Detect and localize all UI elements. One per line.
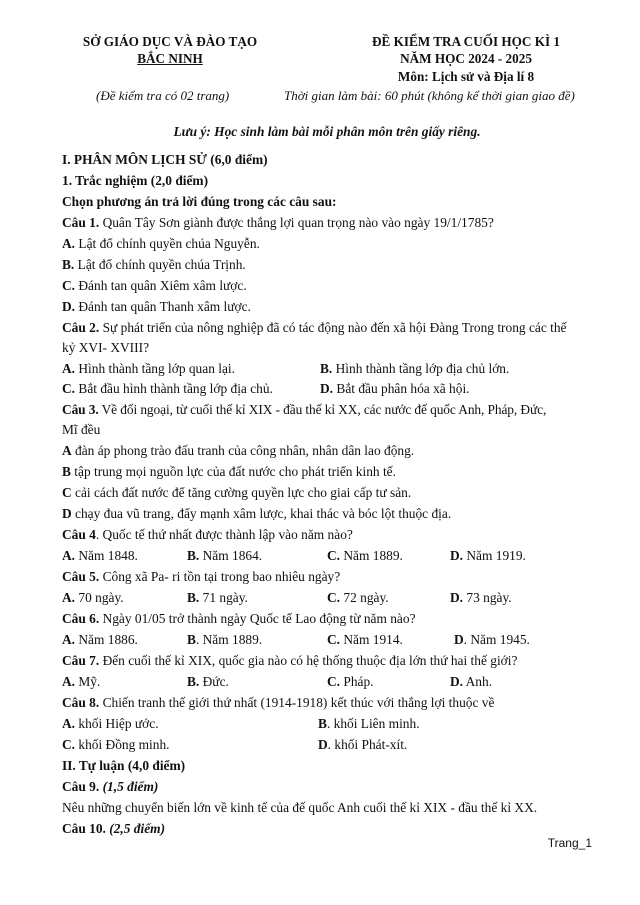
time-note: Thời gian làm bài: 60 phút (không kể thời gian giao đề): [284, 88, 575, 103]
question-7: Câu 7. Đến cuối thế kỉ XIX, quốc gia nào có hệ thống thuộc địa lớn thứ hai thế giới?: [62, 653, 518, 668]
question-10: Câu 10. (2,5 điểm): [62, 821, 166, 836]
q7-option-a: A. Mỹ.: [62, 674, 101, 689]
q2-option-c: C. Bắt đầu hình thành tầng lớp địa chủ.: [62, 381, 273, 396]
q2-option-d: D. Bắt đầu phân hóa xã hội.: [320, 381, 470, 396]
school-year: NĂM HỌC 2024 - 2025: [400, 51, 532, 66]
instruction: Chọn phương án trả lời đúng trong các câu sau:: [62, 194, 337, 209]
question-9: Câu 9. (1,5 điểm): [62, 779, 159, 794]
question-8: Câu 8. Chiến tranh thế giới thứ nhất (1914-1918) kết thúc với thắng lợi thuộc về: [62, 695, 495, 710]
subject: Môn: Lịch sử và Địa lí 8: [397, 69, 535, 84]
q5-option-b: B. 71 ngày.: [187, 590, 248, 605]
question-5: Câu 5. Công xã Pa- ri tồn tại trong bao nhiêu ngày?: [62, 569, 341, 584]
q7-option-c: C. Pháp.: [327, 674, 374, 689]
q8-option-a: A. khối Hiệp ước.: [62, 716, 159, 731]
q4-option-d: D. Năm 1919.: [450, 548, 526, 563]
part2-title: II. Tự luận (4,0 điểm): [62, 758, 186, 773]
q3-option-b: B tập trung mọi nguồn lực của đất nước cho phát triển kinh tế.: [62, 464, 396, 479]
exam-title: ĐỀ KIỂM TRA CUỐI HỌC KÌ 1: [371, 34, 561, 49]
question-2-cont: kỷ XVI- XVIII?: [62, 340, 150, 355]
q7-option-b: B. Đức.: [187, 674, 229, 689]
q5-option-c: C. 72 ngày.: [327, 590, 389, 605]
page-count-note: (Đề kiểm tra có 02 trang): [96, 88, 230, 103]
q6-option-c: C. Năm 1914.: [327, 632, 403, 647]
q7-option-d: D. Anh.: [450, 674, 493, 689]
part1-subtitle: 1. Trắc nghiệm (2,0 điểm): [62, 173, 209, 188]
q4-option-c: C. Năm 1889.: [327, 548, 403, 563]
page-number: Trang_1: [547, 836, 592, 850]
school-province: BẮC NINH: [137, 51, 203, 66]
question-6: Câu 6. Ngày 01/05 trở thành ngày Quốc tế Lao động từ năm nào?: [62, 611, 416, 626]
part1-title: I. PHÂN MÔN LỊCH SỬ (6,0 điểm): [62, 152, 268, 167]
q6-option-d: D. Năm 1945.: [454, 632, 530, 647]
q2-option-a: A. Hình thành tầng lớp quan lại.: [62, 361, 235, 376]
q1-option-d: D. Đánh tan quân Thanh xâm lược.: [62, 299, 251, 314]
school-department: SỞ GIÁO DỤC VÀ ĐÀO TẠO: [82, 34, 258, 49]
q8-option-d: D. khối Phát-xít.: [318, 737, 408, 752]
q1-option-b: B. Lật đổ chính quyền chúa Trịnh.: [62, 257, 246, 272]
question-9-text: Nêu những chuyển biến lớn về kinh tế của đế quốc Anh cuối thế kỉ XIX - đầu thế kỉ XX.: [62, 800, 538, 815]
q2-option-b: B. Hình thành tầng lớp địa chủ lớn.: [320, 361, 510, 376]
q1-option-a: A. Lật đổ chính quyền chúa Nguyễn.: [62, 236, 260, 251]
q8-option-c: C. khối Đồng minh.: [62, 737, 170, 752]
question-2: Câu 2. Sự phát triển của nông nghiệp đã có tác động nào đến xã hội Đàng Trong trong các thế: [62, 320, 567, 335]
notice: Lưu ý: Học sinh làm bài mỗi phân môn trên giấy riêng.: [173, 124, 481, 139]
q6-option-b: B. Năm 1889.: [187, 632, 263, 647]
question-3: Câu 3. Về đối ngoại, từ cuối thế kỉ XIX - đầu thế kỉ XX, các nước đế quốc Anh, Pháp, Đức,: [62, 402, 547, 417]
q8-option-b: B. khối Liên minh.: [318, 716, 420, 731]
q1-option-c: C. Đánh tan quân Xiêm xâm lược.: [62, 278, 247, 293]
q3-option-d: D chạy đua vũ trang, đẩy mạnh xâm lược, khai thác và bóc lột thuộc địa.: [62, 506, 452, 521]
q5-option-d: D. 73 ngày.: [450, 590, 512, 605]
q3-option-a: A đàn áp phong trào đấu tranh của công nhân, nhân dân lao động.: [62, 443, 415, 458]
question-4: Câu 4. Quốc tế thứ nhất được thành lập vào năm nào?: [62, 527, 353, 542]
q3-option-c: C cải cách đất nước để tăng cường quyền lực cho giai cấp tư sản.: [62, 485, 412, 500]
q4-option-a: A. Năm 1848.: [62, 548, 138, 563]
q5-option-a: A. 70 ngày.: [62, 590, 124, 605]
q6-option-a: A. Năm 1886.: [62, 632, 138, 647]
question-3-cont: Mĩ đều: [62, 422, 101, 437]
q4-option-b: B. Năm 1864.: [187, 548, 263, 563]
question-1: Câu 1. Quân Tây Sơn giành được thắng lợi quan trọng nào vào ngày 19/1/1785?: [62, 215, 494, 230]
